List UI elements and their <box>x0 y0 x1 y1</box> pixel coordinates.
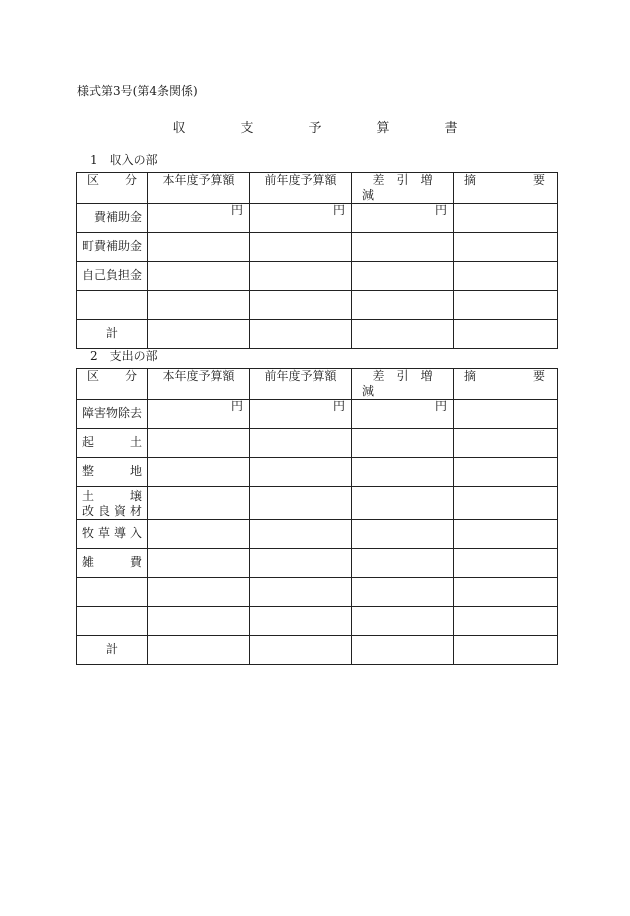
income-category-cell <box>77 291 148 320</box>
expenditure-category-cell: 整 地 <box>77 458 148 487</box>
value-cell <box>148 429 250 458</box>
value-cell <box>148 233 250 262</box>
table-row <box>77 607 558 636</box>
value-cell <box>352 487 454 520</box>
note-cell <box>454 487 558 520</box>
header-previous-budget: 前年度予算額 <box>250 173 352 204</box>
table-row <box>77 549 558 578</box>
header-note <box>454 369 558 400</box>
expenditure-category-cell: 牧草導入 <box>77 520 148 549</box>
header-previous-budget: 前年度予算額 <box>250 369 352 400</box>
value-cell <box>148 291 250 320</box>
yen-unit: 円 <box>250 400 352 429</box>
yen-unit: 円 <box>148 204 250 233</box>
table-row <box>77 262 558 291</box>
header-note-a: 摘 <box>464 173 477 187</box>
table-row <box>77 429 558 458</box>
form-number: 様式第3号(第4条関係) <box>77 84 198 98</box>
note-cell <box>454 320 558 349</box>
header-difference: 差 引 増 減 <box>352 173 454 204</box>
value-cell <box>148 578 250 607</box>
value-cell <box>250 429 352 458</box>
value-cell <box>250 458 352 487</box>
expenditure-total-label: 計 <box>77 636 148 665</box>
table-row <box>77 636 558 665</box>
value-cell <box>352 458 454 487</box>
value-cell <box>352 291 454 320</box>
note-cell <box>454 520 558 549</box>
value-cell <box>352 578 454 607</box>
income-table <box>76 172 558 349</box>
expenditure-category-cell: 起 土 <box>77 429 148 458</box>
value-cell <box>352 636 454 665</box>
value-cell <box>250 578 352 607</box>
header-note-b: 要 <box>532 173 545 187</box>
note-cell <box>454 429 558 458</box>
value-cell <box>250 291 352 320</box>
document-title: 収 支 予 算 書 <box>172 121 479 136</box>
value-cell <box>148 636 250 665</box>
value-cell <box>250 320 352 349</box>
expenditure-category-cell <box>77 607 148 636</box>
yen-unit: 円 <box>250 204 352 233</box>
header-note-a: 摘 <box>464 369 477 383</box>
yen-unit: 円 <box>352 204 454 233</box>
value-cell <box>148 549 250 578</box>
income-section-label: 1 収入の部 <box>90 153 158 167</box>
expenditure-table <box>76 368 558 665</box>
header-current-budget: 本年度予算額 <box>148 369 250 400</box>
header-category: 区 分 <box>77 173 148 204</box>
income-category-cell: 自己負担金 <box>77 262 148 291</box>
yen-unit: 円 <box>148 400 250 429</box>
note-cell <box>454 578 558 607</box>
table-row <box>77 458 558 487</box>
table-row <box>77 400 558 429</box>
income-category-cell: 町費補助金 <box>77 233 148 262</box>
expenditure-header-row <box>77 369 558 400</box>
expenditure-category-cell: 雑 費 <box>77 549 148 578</box>
value-cell <box>352 429 454 458</box>
note-cell <box>454 549 558 578</box>
note-cell <box>454 458 558 487</box>
value-cell <box>250 607 352 636</box>
note-cell <box>454 291 558 320</box>
value-cell <box>148 487 250 520</box>
table-row <box>77 233 558 262</box>
header-difference: 差 引 増 減 <box>352 369 454 400</box>
table-row <box>77 291 558 320</box>
value-cell <box>352 320 454 349</box>
expenditure-category-cell <box>77 578 148 607</box>
header-current-budget: 本年度予算額 <box>148 173 250 204</box>
table-row <box>77 520 558 549</box>
header-note <box>454 173 558 204</box>
note-cell <box>454 204 558 233</box>
value-cell <box>148 520 250 549</box>
value-cell <box>250 262 352 291</box>
table-row <box>77 578 558 607</box>
table-row <box>77 204 558 233</box>
value-cell <box>148 320 250 349</box>
value-cell <box>148 607 250 636</box>
expenditure-section-label: 2 支出の部 <box>90 349 158 363</box>
note-cell <box>454 233 558 262</box>
value-cell <box>352 607 454 636</box>
value-cell <box>352 233 454 262</box>
category-line-1: 土 壌 <box>82 489 142 503</box>
value-cell <box>250 233 352 262</box>
header-category: 区 分 <box>77 369 148 400</box>
value-cell <box>148 458 250 487</box>
category-line-2: 改良資材 <box>82 504 142 518</box>
table-row <box>77 320 558 349</box>
value-cell <box>250 487 352 520</box>
expenditure-category-cell: 障害物除去 <box>77 400 148 429</box>
yen-unit: 円 <box>352 400 454 429</box>
value-cell <box>148 262 250 291</box>
value-cell <box>352 262 454 291</box>
header-note-b: 要 <box>532 369 545 383</box>
value-cell <box>250 636 352 665</box>
note-cell <box>454 262 558 291</box>
note-cell <box>454 607 558 636</box>
note-cell <box>454 400 558 429</box>
table-row <box>77 487 558 520</box>
note-cell <box>454 636 558 665</box>
value-cell <box>250 520 352 549</box>
value-cell <box>250 549 352 578</box>
value-cell <box>352 549 454 578</box>
income-total-label: 計 <box>77 320 148 349</box>
income-header-row <box>77 173 558 204</box>
expenditure-category-cell <box>77 487 148 520</box>
value-cell <box>352 520 454 549</box>
income-category-cell: 費補助金 <box>77 204 148 233</box>
